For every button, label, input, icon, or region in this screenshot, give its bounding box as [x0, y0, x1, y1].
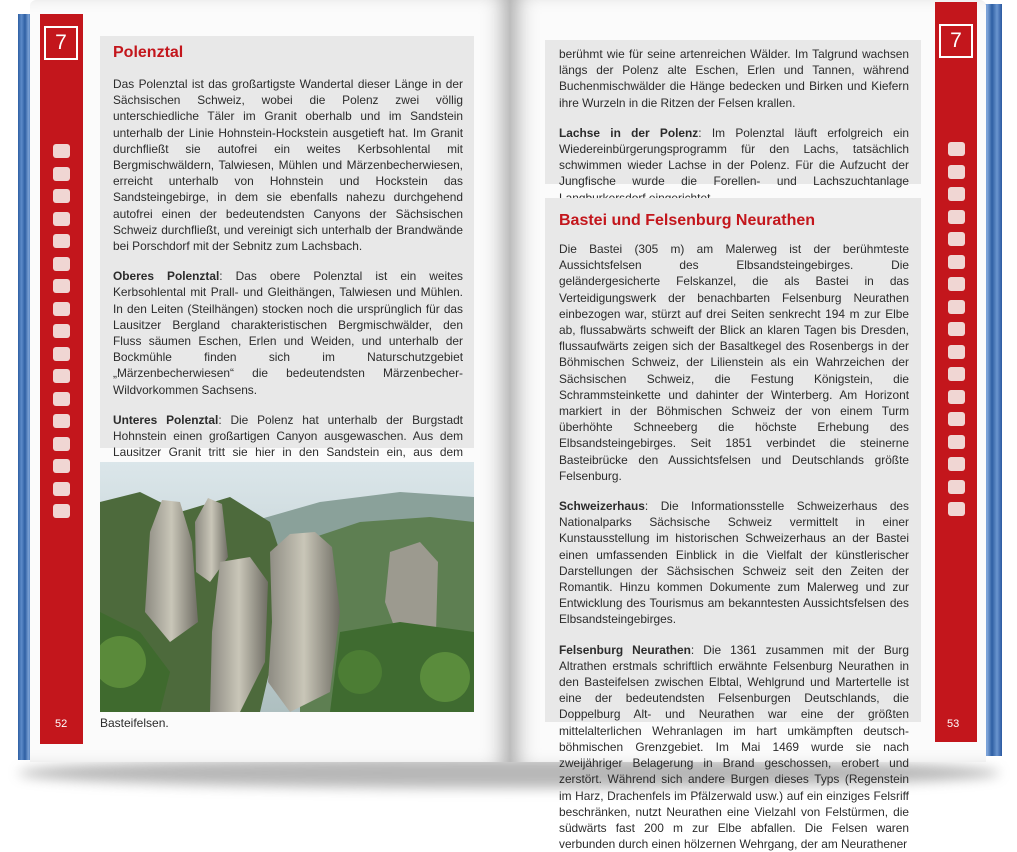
page-number: 52 [55, 718, 68, 730]
right-chapter-strip [935, 2, 977, 742]
box-body [559, 46, 909, 206]
train-icon [948, 345, 965, 359]
box-title: Polenztal [113, 44, 184, 61]
restaurant-icon [53, 369, 70, 383]
tree-icon [948, 277, 965, 291]
tree-icon [53, 279, 70, 293]
restaurant-icon [948, 367, 965, 381]
church-icon [948, 457, 965, 471]
bed-icon [53, 392, 70, 406]
map-icon [948, 165, 965, 179]
bed-icon [948, 390, 965, 404]
info-box-polenztal [100, 36, 474, 460]
chapter-number: 7 [939, 24, 973, 58]
ship-icon [948, 232, 965, 246]
walker-icon [53, 144, 70, 158]
museum-icon [948, 412, 965, 426]
camera-icon [948, 300, 965, 314]
info-icon [53, 189, 70, 203]
chapter-number: 7 [44, 26, 78, 60]
sun-icon [53, 482, 70, 496]
bike-icon [948, 435, 965, 449]
info-box-bastei [545, 198, 921, 852]
page-number: 53 [947, 718, 960, 730]
paragraph: Die Bastei (305 m) am Malerweg ist der berühmteste Aussichtsfelsen des Elbsandsteingebirges. Die geländergesicherte Felskanzel, die als Bastei in das Verteidigungswerk der benachbarten Felsenburg Neurathen einbezogen war, stürzt auf drei Seiten senkrecht 194 m zur Elbe ab, flussabwärts schweift der Blick an klaren Tagen bis Dresden, flussaufwärts zeigen sich der Basaltkegel des Rosenbergs in der Böhmischen Schweiz, der Lilienstein als ein Wahrzeichen der Sächsischen Schweiz, die Festung Königstein, die Schrammsteinkette und dahinter der Winterberg. Am Horizont markiert in der Böhmischen Schweiz der von einem Turm überhöhte Schneeberg die höchste Erhebung des Elbsandsteingebirges. Seit 1851 verbindet die steinerne Basteibrücke den Aussichtsfelsen und Deutschlands größte Felsenburg. [559, 242, 909, 483]
sidebar-icons-left [53, 144, 73, 527]
info-box-continued [545, 40, 921, 189]
climbing-icon [948, 502, 965, 516]
bike-icon [53, 437, 70, 451]
box-title: Bastei und Felsenburg Neurathen [559, 212, 816, 229]
paragraph: Felsenburg Neurathen: Die 1361 zusammen mit der Burg Altrathen erstmals schriftlich erwähnte Felsenburg Neurathen in den Basteifelsen zwischen Elbtal, Wehlgrund und Martertelle ist eine der bedeutendsten Felsenburgen Deutschlands, die Doppelburg Alt- und Neurathen war eine der größten mittelalterlichen Wehranlagen im hart umkämpften deutsch-böhmischen Grenzgebiet. Im Mai 1469 wurde sie nach zweijähriger Belagerung in Brand geschossen, erobert und zerstört. Während sich andere Burgen dieses Typs (Regenstein im Harz, Drachenfels im Pfälzerwald usw.) auf ein einziges Felsriff beschränken, nutzt Neurathen eine Vielzahl von Felstürmen, die südwärts fast 200 m zur Elbe abfallen. Die Felsen waren verbunden durch einen hölzernen Wehrgang, der am Neurathener [559, 642, 909, 852]
sidebar-icons-right [948, 142, 968, 525]
church-icon [53, 459, 70, 473]
paragraph: Unteres Polenztal: Die Polenz hat unterhalb der Burgstadt Hohnstein einen großartigen Canyon ausgewaschen. Aus dem Lausitzer Granit tritt sie hier in den Sandstein ein, aus dem [113, 412, 463, 460]
train-icon [53, 347, 70, 361]
paragraph-lead: Felsenburg Neurathen [559, 642, 691, 657]
paragraph: Lachse in der Polenz: Im Polenztal läuft erfolgreich ein Wiedereinbürgerungsprogramm für den Lachs, tatsächlich schwimmen wieder Lachse in der Polenz. Für die Aufzucht der Jungfische wurde die Forellen- und Lachszuchtanlage [559, 125, 909, 189]
castle-icon [948, 210, 965, 224]
bus-icon [53, 324, 70, 338]
map-icon [53, 167, 70, 181]
museum-icon [53, 414, 70, 428]
paragraph-lead: Unteres Polenztal [113, 412, 219, 427]
box-body [559, 241, 909, 852]
bus-icon [948, 322, 965, 336]
left-chapter-strip [40, 14, 83, 744]
walker-icon [948, 142, 965, 156]
mountain-icon [53, 257, 70, 271]
photo-caption: Basteifelsen. [100, 716, 169, 730]
ship-icon [53, 234, 70, 248]
paragraph: Oberes Polenztal: Das obere Polenztal ist ein weites Kerbsohlental mit Prall- und Gleithängen, Talwiesen und Mühlen. In den Leiten (Steilhängen) stocken noch die ursprünglich für das Lausitzer Bergland charakteristischen Bergmischwälder, den Fluss säumen Eschen, Erlen und Weiden, und unterhalb der Bockmühle finden sich im Naturschutzgebiet „Märzenbecherwiesen“ die bedeutendsten Märzenbecher-Wildvorkommen Sachsens. [113, 269, 463, 397]
paragraph-lead: Schweizerhaus [559, 499, 645, 514]
sun-icon [948, 480, 965, 494]
camera-icon [53, 302, 70, 316]
paragraph-lead: Lachse in der Polenz [559, 125, 699, 140]
paragraph: berühmt wie für seine artenreichen Wälder. Im Talgrund wachsen längs der Polenz alte Eschen, Erlen und Tannen, während Buchenmischwälder die Hänge bedecken und Birken und Kiefern ihre Wurzeln in die Ritzen der Felsen krallen. [559, 47, 909, 110]
paragraph: Das Polenztal ist das großartigste Wandertal dieser Länge in der Sächsischen Schweiz, wobei die Polenz zwei völlig unterschiedliche Täler im Granit oberhalb und im Sandstein unterhalb der Linie Hohnstein-Hockstein ausgetieft hat. Im Granit durchfließt sie autofrei ein weites Kerbsohlental mit Bergmischwäldern, Talwiesen, Mühlen und Märzenbecherwiesen, erreicht unterhalb von Hohnstein und Hockstein das Sandsteingebirge, in dem sie ebenfalls nahezu durchgehend autofrei einen der bedeutendsten Canyons der Sächsischen Schweiz durchfließt, und vereinigt sich unterhalb der Brandwände bei Porschdorf mit der Sebnitz zum Lachsbach. [113, 77, 463, 254]
info-icon [948, 187, 965, 201]
castle-icon [53, 212, 70, 226]
mountain-icon [948, 255, 965, 269]
photo-basteifelsen [100, 462, 474, 712]
paragraph: Schweizerhaus: Die Informationsstelle Schweizerhaus des Nationalparks Sächsische Schweiz vermittelt in einer Kunstausstellung im historischen Schweizerhaus an der Bastei einen umfassenden Einblick in die Vielfalt der künstlerischer Darstellungen der Sächsischen Schweiz seit den Zeiten der Romantik. Hinzu kommen Dokumente zum Malerweg und zur Entwicklung des Tourismus am bekanntesten Aussichtsfelsen des Elbsandsteingebirges. [559, 499, 909, 627]
climbing-icon [53, 504, 70, 518]
paragraph-lead: Oberes Polenztal [113, 269, 220, 284]
